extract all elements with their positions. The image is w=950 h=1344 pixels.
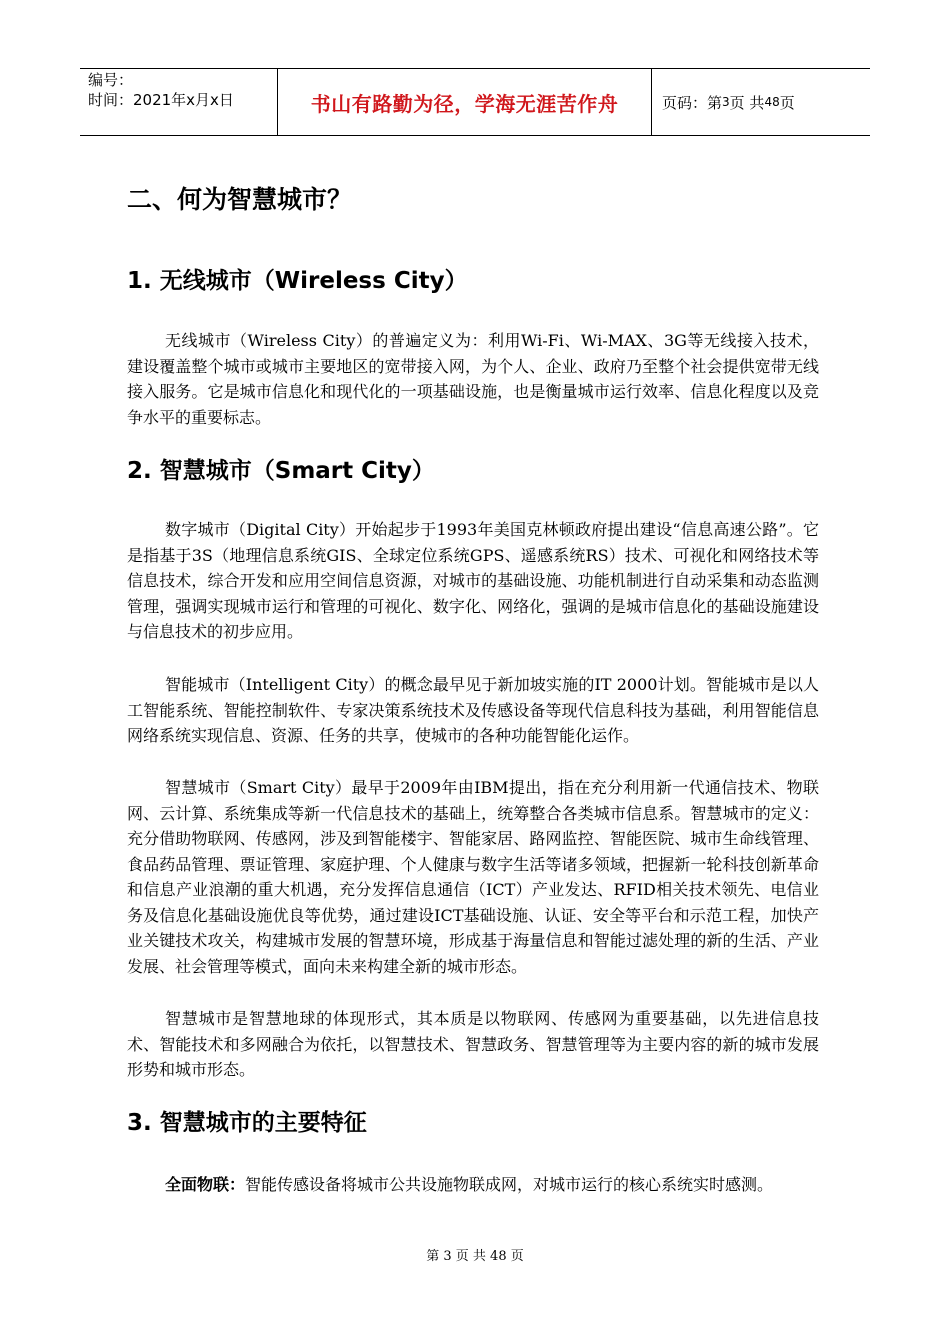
section-heading-1: 1. 无线城市（Wireless City） <box>127 268 468 294</box>
page-footer: 第 3 页 共 48 页 <box>426 1249 524 1264</box>
serial-label: 编号： <box>88 71 134 89</box>
page-prefix: 页码：第 <box>662 93 723 112</box>
doc-title: 二、何为智慧城市？ <box>127 185 353 214</box>
header-page-info <box>652 69 870 135</box>
section-heading-3: 3. 智慧城市的主要特征 <box>127 1110 367 1136</box>
page-suffix: 页 <box>779 93 795 112</box>
paragraph: 智慧城市是智慧地球的体现形式，其本质是以物联网、传感网为重要基础，以先进信息技术、智能技术和多网融合为依托，以智慧技术、智慧政务、智慧管理等为主要内容的新的城市发展形势和城市形态。 <box>127 1009 819 1079</box>
header-motto: 书山有路勤为径，学海无涯苦作舟 <box>278 69 652 135</box>
paragraph: 智慧城市（Smart City）最早于2009年由IBM提出，指在充分利用新一代通信技术、物联网、云计算、系统集成等新一代信息技术的基础上，统筹整合各类城市信息系。智慧城市的定义：充分借助物联网、传感网，涉及到智能楼宇、智能家居、路网监控、智能医院、城市生命线管理、食品药品管理、票证管理、家庭护理、个人健康与数字生活等诸多领域，把握新一轮科技创新革命和信息产业浪潮的重大机遇，充分发挥信息通信（ICT）产业发达、RFID相关技术领先、电信业务及信息化基础设施优良等优势，通过建设ICT基础设施、认证、安全等平台和示范工程，加快产业关键技术攻关，构建城市发展的智慧环境，形成基于海量信息和智能过滤处理的新的生活、产业发展、社会管理等模式，面向未来构建全新的城市形态。 <box>127 778 819 976</box>
lead-text: 智能传感设备将城市公共设施物联成网，对城市运行的核心系统实时感测。 <box>245 1175 774 1194</box>
date-label: 时间：2021年x月x日 <box>88 91 234 109</box>
page-total: 48 <box>764 95 780 109</box>
section-heading-2: 2. 智慧城市（Smart City） <box>127 458 435 484</box>
page-header <box>80 68 870 136</box>
paragraph: 数字城市（Digital City）开始起步于1993年美国克林顿政府提出建设“信息高速公路”。它是指基于3S（地理信息系统GIS、全球定位系统GPS、遥感系统RS）技术、可视化和网络技术等信息技术，综合开发和应用空间信息资源，对城市的基础设施、功能机制进行自动采集和动态监测管理，强调实现城市运行和管理的可视化、数字化、网络化，强调的是城市信息化的基础设施建设与信息技术的初步应用。 <box>127 520 819 641</box>
paragraph: 智能城市（Intelligent City）的概念最早见于新加坡实施的IT 2000计划。智能城市是以人工智能系统、智能控制软件、专家决策系统技术及传感设备等现代信息科技为基础，利用智能信息网络系统实现信息、资源、任务的共享，使城市的各种功能智能化运作。 <box>127 675 819 745</box>
lead-term: 全面物联： <box>165 1175 246 1194</box>
page-num: 3 <box>722 95 730 109</box>
header-meta-cell <box>80 69 278 135</box>
paragraph: 无线城市（Wireless City）的普遍定义为：利用Wi-Fi、Wi-MAX、3G等无线接入技术，建设覆盖整个城市或城市主要地区的宽带接入网，为个人、企业、政府乃至整个社会提供宽带无线接入服务。它是城市信息化和现代化的一项基础设施，也是衡量城市运行效率、信息化程度以及竞争水平的重要标志。 <box>127 331 819 427</box>
paragraph <box>127 1172 819 1198</box>
page-mid: 页 共 <box>729 93 765 112</box>
